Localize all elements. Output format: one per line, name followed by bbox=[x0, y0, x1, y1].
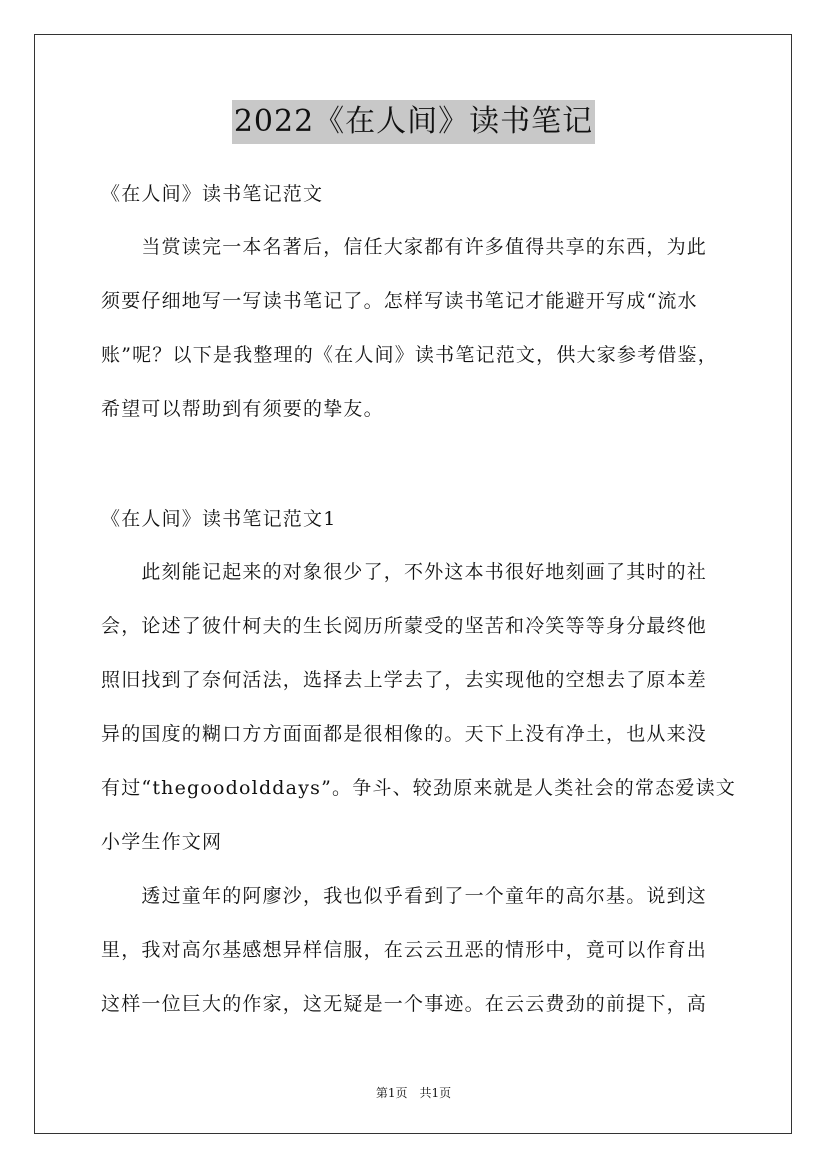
body-line: 照旧找到了奈何活法，选择去上学去了，去实现他的空想去了原本差 bbox=[101, 669, 708, 691]
body-line: 此刻能记起来的对象很少了，不外这本书很好地刻画了其时的社 bbox=[101, 561, 708, 583]
body-line: 有过“thegoodolddays”。争斗、较劲原来就是人类社会的常态爱读文 bbox=[101, 777, 737, 799]
intro-line: 希望可以帮助到有须要的挚友。 bbox=[101, 398, 384, 420]
body-line: 里，我对高尔基感想异样信服，在云云丑恶的情形中，竟可以作育出 bbox=[101, 939, 708, 961]
intro-line: 当赏读完一本名著后，信任大家都有许多值得共享的东西，为此 bbox=[101, 236, 708, 258]
section-heading-1: 《在人间》读书笔记范文1 bbox=[101, 508, 337, 530]
intro-line: 账”呢？以下是我整理的《在人间》读书笔记范文，供大家参考借鉴， bbox=[101, 344, 718, 366]
title-container bbox=[0, 100, 827, 144]
body-line: 小学生作文网 bbox=[101, 831, 223, 853]
body-line: 会，论述了彼什柯夫的生长阅历所蒙受的坚苦和冷笑等等身分最终他 bbox=[101, 615, 708, 637]
section-heading-intro: 《在人间》读书笔记范文 bbox=[101, 183, 324, 205]
body-line: 异的国度的糊口方方面面都是很相像的。天下上没有净土，也从来没 bbox=[101, 723, 708, 745]
intro-line: 须要仔细地写一写读书笔记了。怎样写读书笔记才能避开写成“流水 bbox=[101, 290, 698, 312]
body-line: 这样一位巨大的作家，这无疑是一个事迹。在云云费劲的前提下，高 bbox=[101, 993, 708, 1015]
page-number-footer: 第1页 共1页 bbox=[375, 1086, 452, 1100]
intro-paragraph bbox=[101, 220, 731, 436]
body-paragraph-1 bbox=[101, 545, 737, 869]
document-title: 2022《在人间》读书笔记 bbox=[232, 100, 595, 144]
body-paragraph-2 bbox=[101, 869, 731, 1031]
body-line: 透过童年的阿廖沙，我也似乎看到了一个童年的高尔基。说到这 bbox=[101, 885, 708, 907]
